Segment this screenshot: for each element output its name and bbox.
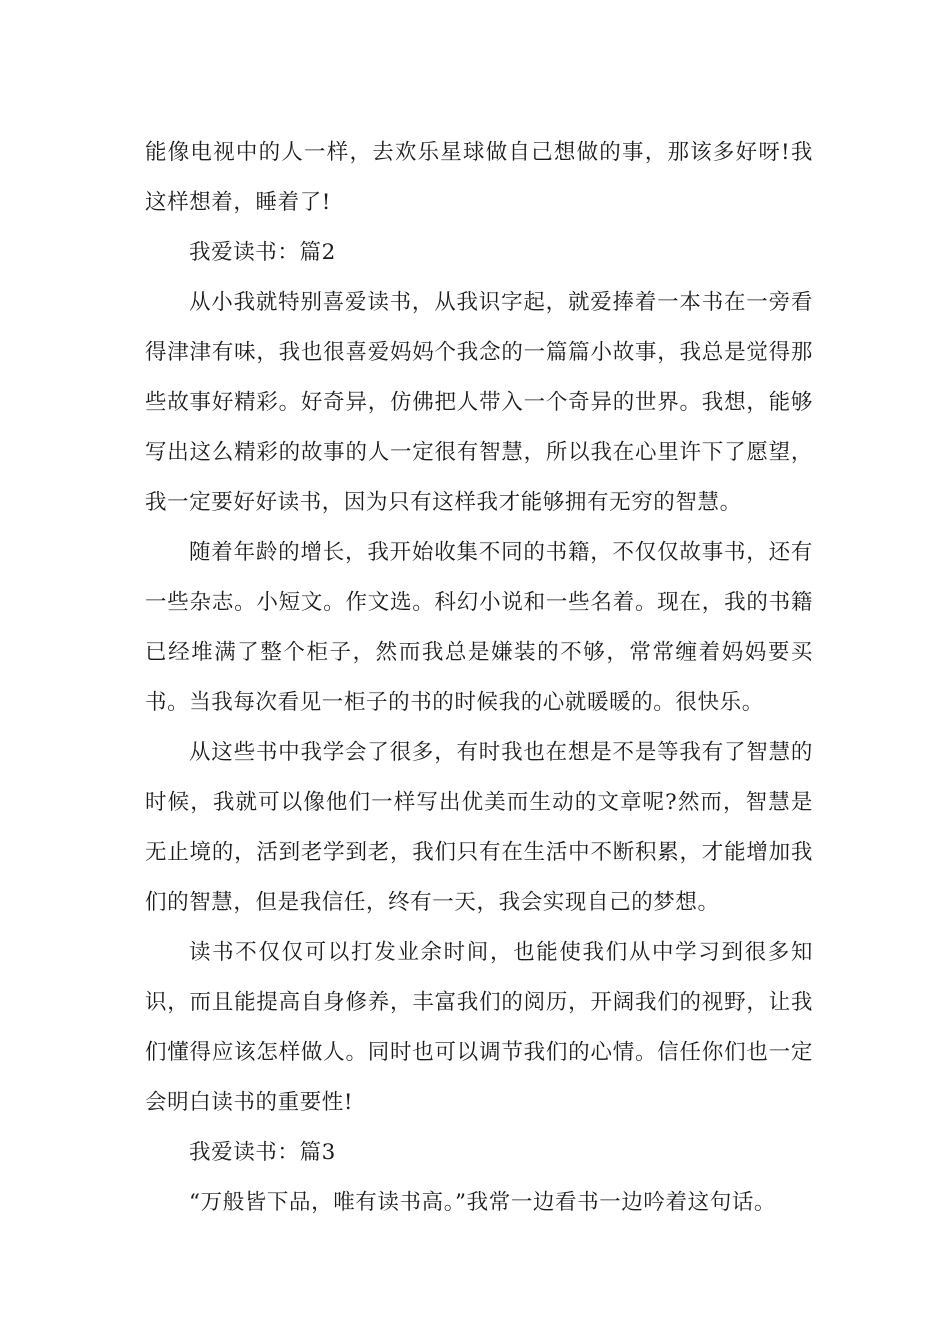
paragraph: 从小我就特别喜爱读书，从我识字起，就爱捧着一本书在一旁看得津津有味，我也很喜爱妈妈个我念的一篇篇小故事，我总是觉得那些故事好精彩。好奇异，仿佛把人带入一个奇异的世界。我想，能够写出这么精彩的故事的人一定很有智慧，所以我在心里许下了愿望，我一定要好好读书，因为只有这样我才能够拥有无穷的智慧。 [145, 290, 813, 515]
paragraph: 随着年龄的增长，我开始收集不同的书籍，不仅仅故事书，还有一些杂志。小短文。作文选。科幻小说和一些名着。现在，我的书籍已经堆满了整个柜子，然而我总是嫌装的不够，常常缠着妈妈要买书。当我每次看见一柜子的书的时候我的心就暖暖的。很快乐。 [145, 540, 813, 715]
paragraph-continued: 能像电视中的人一样，去欢乐星球做自己想做的事，那该多好呀!我这样想着，睡着了! [145, 140, 813, 215]
paragraph: 从这些书中我学会了很多，有时我也在想是不是等我有了智慧的时候，我就可以像他们一样写出优美而生动的文章呢?然而，智慧是无止境的，活到老学到老，我们只有在生活中不断积累，才能增加我们的智慧，但是我信任，终有一天，我会实现自己的梦想。 [145, 740, 813, 915]
paragraph: “万般皆下品，唯有读书高。”我常一边看书一边吟着这句话。 [189, 1190, 777, 1215]
document-body [145, 128, 813, 1228]
paragraph: 读书不仅仅可以打发业余时间，也能使我们从中学习到很多知识，而且能提高自身修养，丰富我们的阅历，开阔我们的视野，让我们懂得应该怎样做人。同时也可以调节我们的心情。信任你们也一定会明白读书的重要性! [145, 940, 813, 1115]
section-heading-2: 我爱读书：篇2 [189, 240, 336, 265]
section-heading-3: 我爱读书：篇3 [189, 1140, 336, 1165]
